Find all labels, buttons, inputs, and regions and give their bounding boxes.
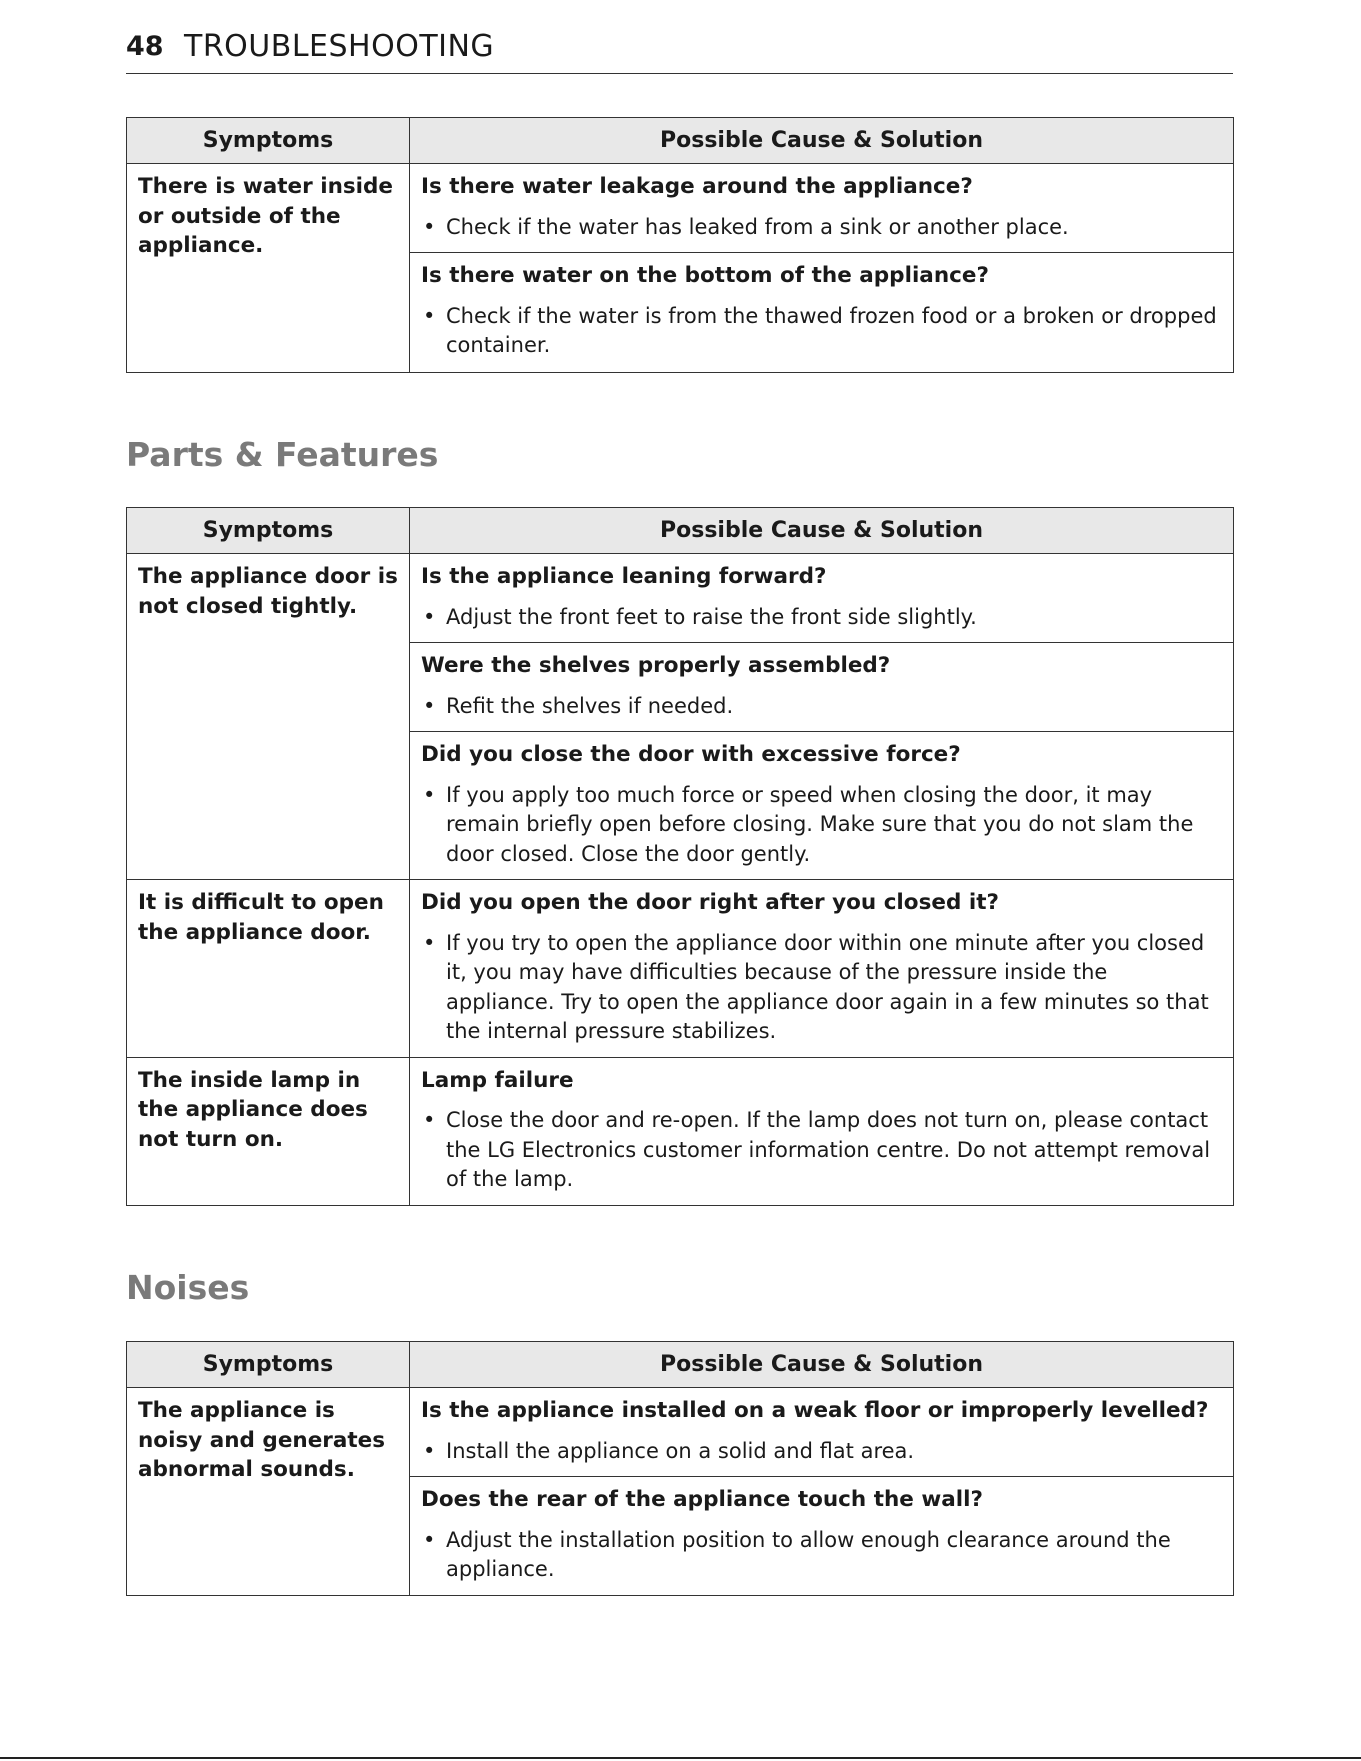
troubleshooting-table-water [126,117,1234,373]
table-header-row [127,1342,1234,1388]
cause-solution: • Refit the shelves if needed. [421,692,1222,722]
page-bottom-rule [0,1757,1361,1759]
bullet-icon: • [423,930,436,955]
cause-cell [410,164,1234,253]
symptom-cell [127,554,410,880]
cause-solution: • If you apply too much force or speed when closing the door, it may remain briefly open before closing. Make sure that you do not slam the door closed. Close the door gently. [423,782,1194,866]
cause-cell [410,554,1234,643]
symptoms-header: Symptoms [127,1342,410,1388]
table-row [127,554,1234,643]
cause-solution: • Check if the water is from the thawed frozen food or a broken or dropped container. [423,303,1217,357]
symptom-text: It is difficult to open the appliance door. [138,890,384,945]
cause-cell [410,643,1234,732]
symptom-cell [127,1388,410,1596]
bullet-icon: • [423,693,436,718]
symptoms-header: Symptoms [127,508,410,554]
page-number: 48 [126,31,164,62]
cause-question: Is the appliance installed on a weak floor or improperly levelled? [421,1398,1209,1423]
cause-cell [410,1477,1234,1596]
cause-solution: • If you try to open the appliance door within one minute after you closed it, you may have difficulties because of the pressure inside the appliance. Try to open the appliance door again in a few minutes so that the internal pressure stabilizes. [423,930,1209,1043]
cause-question: Is there water on the bottom of the appliance? [421,263,989,288]
symptom-text: The appliance is noisy and generates abnormal sounds. [138,1398,386,1482]
cause-question: Is the appliance leaning forward? [421,564,827,589]
bullet-icon: • [423,1108,436,1132]
cause-question: Did you open the door right after you closed it? [421,890,999,915]
cause-header: Possible Cause & Solution [410,118,1234,164]
table-row [127,1057,1234,1205]
cause-cell [410,880,1234,1058]
cause-header: Possible Cause & Solution [410,508,1234,554]
table-row [127,164,1234,253]
symptoms-header: Symptoms [127,118,410,164]
section-title-noises: Noises [126,1268,250,1307]
bullet-icon: • [423,604,436,629]
cause-solution: • Close the door and re-open. If the lamp does not turn on, please contact the LG Electronics customer information centre. Do not attempt removal of the lamp. [423,1108,1211,1191]
cause-cell [410,732,1234,880]
cause-question: Lamp failure [421,1067,574,1093]
cause-solution: • Adjust the installation position to allow enough clearance around the appliance. [423,1527,1171,1581]
table-header-row [127,118,1234,164]
table-row [127,1388,1234,1477]
bullet-icon: • [423,214,436,239]
symptom-cell [127,164,410,373]
cause-question: Did you close the door with excessive force? [421,742,961,767]
bullet-icon: • [423,782,436,807]
cause-solution: • Check if the water has leaked from a sink or another place. [421,213,1222,243]
cause-cell [410,1388,1234,1477]
cause-header: Possible Cause & Solution [410,1342,1234,1388]
cause-solution: • Adjust the front feet to raise the front side slightly. [421,603,1222,633]
bullet-icon: • [423,303,436,328]
symptom-text: The appliance door is not closed tightly. [138,564,398,619]
table-row [127,880,1234,1058]
table-header-row [127,508,1234,554]
cause-question: Is there water leakage around the appliance? [421,174,973,199]
cause-cell [410,1057,1234,1205]
bullet-icon: • [423,1438,436,1463]
page-heading: TROUBLESHOOTING [184,29,495,64]
section-title-parts-features: Parts & Features [126,435,439,474]
symptom-text: The inside lamp in the appliance does not turn on. [138,1067,368,1152]
cause-question: Were the shelves properly assembled? [421,653,891,678]
symptom-cell [127,880,410,1058]
symptom-text: There is water inside or outside of the appliance. [138,174,394,258]
bullet-icon: • [423,1527,436,1552]
cause-question: Does the rear of the appliance touch the wall? [421,1487,983,1512]
cause-cell [410,253,1234,373]
troubleshooting-table-noises [126,1341,1234,1596]
troubleshooting-table-parts-features [126,507,1234,1206]
symptom-cell [127,1057,410,1205]
cause-solution: • Install the appliance on a solid and flat area. [421,1437,1222,1467]
page-header [126,26,1233,74]
